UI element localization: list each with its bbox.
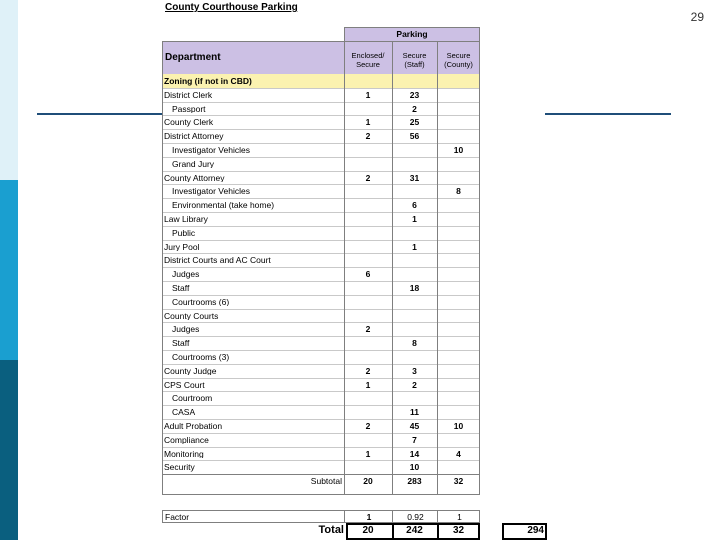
grand-total: 294 [527,526,544,536]
row-label: District Courts and AC Court [164,256,271,265]
group-header-parking: Parking [396,30,428,39]
row-staff-value: 25 [409,118,420,127]
column-header-department: Department [165,53,221,63]
row-staff-value: 3 [412,366,417,376]
row-enclosed-value: 6 [365,270,371,279]
row-staff-value: 10 [409,463,420,472]
row-staff-value: 6 [412,201,417,210]
row-label: Zoning (if not in CBD) [164,77,252,86]
left-band-light [0,0,18,180]
factor-staff: 0.92 [407,513,424,522]
subtotal-county: 32 [453,477,464,486]
row-county-value: 10 [453,146,464,155]
document-title: County Courthouse Parking [165,2,298,13]
row-label: District Clerk [164,90,213,100]
row-label: Monitoring [164,449,204,459]
row-staff-value: 1 [412,242,417,252]
slide-number: 29 [690,10,704,24]
row-label: Grand Jury [172,159,215,169]
left-band-dark [0,360,18,540]
row-label: County Attorney [164,173,225,183]
row-staff-value: 56 [409,132,420,141]
row-staff-value: 2 [412,380,417,390]
factor-label: Factor [165,513,190,522]
row-label: Investigator Vehicles [172,187,250,196]
row-label: Public [172,228,196,238]
row-label: Courtrooms (6) [172,297,230,307]
row-enclosed-value: 2 [365,325,371,334]
factor-divider [437,511,438,522]
subtotal-label: Subtotal [310,477,342,486]
row-county-value: 10 [453,422,464,431]
total-staff: 242 [406,526,423,536]
factor-divider [392,511,393,522]
subtotal-enclosed: 20 [363,477,373,486]
total-enclosed: 20 [362,526,374,536]
row-label: CPS Court [164,380,205,390]
table-outline [162,41,480,495]
subtotal-staff: 283 [407,477,422,486]
row-label: Judges [172,270,200,279]
row-label: Adult Probation [164,422,223,431]
row-county-value: 8 [456,187,461,196]
factor-county: 1 [457,513,462,522]
row-enclosed-value: 1 [365,449,371,459]
total-county: 32 [452,526,465,536]
row-enclosed-value: 2 [365,132,371,141]
total-row [162,523,547,540]
title-rule-right [545,113,671,115]
row-label: County Clerk [164,118,214,127]
row-label: County Judge [164,366,217,376]
row-county-value: 4 [456,449,461,459]
row-staff-value: 8 [412,339,417,348]
factor-divider [344,511,345,522]
total-label: Total [318,525,344,536]
row-staff-value: 14 [409,449,420,459]
left-band-mid [0,180,18,360]
row-staff-value: 7 [412,435,417,445]
row-label: Passport [172,104,206,114]
row-label: Jury Pool [164,242,200,252]
row-label: Compliance [164,435,209,445]
row-label: CASA [172,408,196,417]
row-label: Staff [172,284,190,293]
row-staff-value: 31 [409,173,420,183]
title-rule-left [37,113,162,115]
row-staff-value: 23 [409,90,420,100]
row-enclosed-value: 1 [365,118,371,127]
row-label: District Attorney [164,132,224,141]
column-header-enclosed: Enclosed/ Secure [351,52,385,69]
row-staff-value: 1 [412,215,417,224]
row-staff-value: 11 [410,408,419,417]
column-header-staff: Secure (Staff) [402,52,427,69]
row-label: Law Library [164,215,208,224]
row-enclosed-value: 1 [365,90,371,100]
row-label: Environmental (take home) [172,201,275,210]
row-enclosed-value: 2 [365,366,371,376]
factor-enclosed: 1 [366,513,372,522]
row-staff-value: 18 [409,284,420,293]
row-label: Courtrooms (3) [172,353,230,362]
row-label: Courtroom [172,394,213,403]
column-header-county: Secure (County) [444,52,473,69]
row-label: Staff [172,339,190,348]
row-staff-value: 2 [412,104,417,114]
row-enclosed-value: 2 [365,422,371,431]
row-enclosed-value: 2 [365,173,371,183]
row-enclosed-value: 1 [365,380,371,390]
row-staff-value: 45 [409,422,420,431]
row-label: Judges [172,325,200,334]
factor-row [162,510,480,523]
parking-table [162,27,480,495]
row-label: Investigator Vehicles [172,146,250,155]
row-label: Security [164,463,195,472]
row-label: County Courts [164,311,219,321]
group-header-outline [344,27,480,42]
